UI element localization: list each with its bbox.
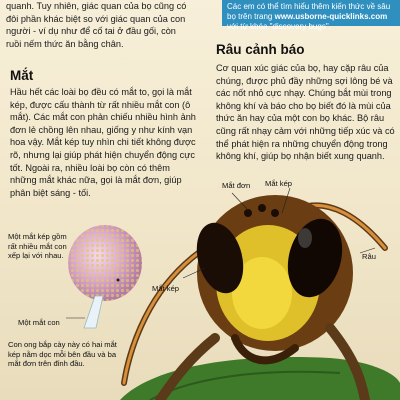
eye-reflection: [298, 228, 312, 248]
label-antenna: Râu: [362, 252, 376, 261]
quicklinks-prefix: bọ trên trang: [227, 12, 275, 21]
quicklinks-line-3: với từ khóa "discovery bugs".: [227, 22, 331, 31]
quicklinks-url[interactable]: www.usborne-quicklinks.com: [274, 12, 388, 21]
ommatidium-shape: [84, 296, 103, 328]
intro-line-1: quanh. Tuy nhiên, giác quan của bọ cũng có: [6, 1, 187, 11]
eyes-heading: Mắt: [10, 68, 34, 83]
label-simple-eye: Mắt đơn: [222, 181, 251, 190]
label-compound-eye-top: Mắt kép: [265, 179, 293, 188]
magnified-eye-facets: [68, 225, 142, 301]
intro-line-2: đôi phần khác biệt so với giác quan của con: [6, 13, 186, 24]
quicklinks-box: [222, 0, 400, 31]
simple-eye-3: [271, 209, 279, 217]
intro-line-4: ruồi nếm thức ăn bằng chân.: [6, 38, 124, 49]
antennae-heading: Râu cảnh báo: [216, 42, 305, 57]
pointer-dot: [117, 279, 120, 282]
simple-eye-1: [244, 209, 252, 217]
bottom-note: Con ong bắp cày này có hai mắt kép nằm dọc mỗi bên đầu và ba mắt đơn trên đỉnh đầu.: [8, 340, 117, 368]
compound-eye-note: Một mắt kép gồm rất nhiều mắt con xếp lại với nhau.: [8, 232, 67, 260]
label-compound-eye-left: Mắt kép: [152, 284, 180, 293]
quicklinks-line-1: Các em có thể tìm hiểu thêm kiến thức về sâu: [227, 2, 391, 11]
antennae-paragraph: Cơ quan xúc giác của bọ, hay cặp râu của chúng, được phủ đầy những sợi lông bé và các nốt nhỏ cực nhạy. Chúng bắt mùi trong không khí và báo cho bọ biết đó là mùi của thức ăn hay của một con bọ khác. Bộ râu cũng rất nhạy cảm với những tiếp xúc và có thể phát hiện ra những chuyển động trong không khí, giúp bọ nhận biết xung quanh.: [216, 63, 395, 162]
quicklinks-line-2: [227, 12, 395, 22]
intro-paragraph: [6, 0, 198, 50]
simple-eye-2: [258, 204, 266, 212]
intro-line-3: người - ví dụ như để cố tai ở đầu gối, còn: [6, 26, 176, 37]
eyes-paragraph: Hầu hết các loài bọ đều có mắt to, gọi là mắt kép, được cấu thành từ rất nhiều mắt con (ô mắt). Các mắt con phản chiếu nhiều hình ảnh đơn lẻ chồng lên nhau, giống y như kính vạn hoa vậy. Mắt kép tuy nhìn chi tiết không được rõ, nhưng lại giúp phát hiện chuyển động cực tốt. Ngoài ra, nhiều loài bọ còn có thêm những mắt khác nữa, gọi là mắt đơn, giúp phân biệt sáng - tối.: [10, 87, 196, 198]
label-ommatidium: Một mắt con: [18, 318, 60, 327]
